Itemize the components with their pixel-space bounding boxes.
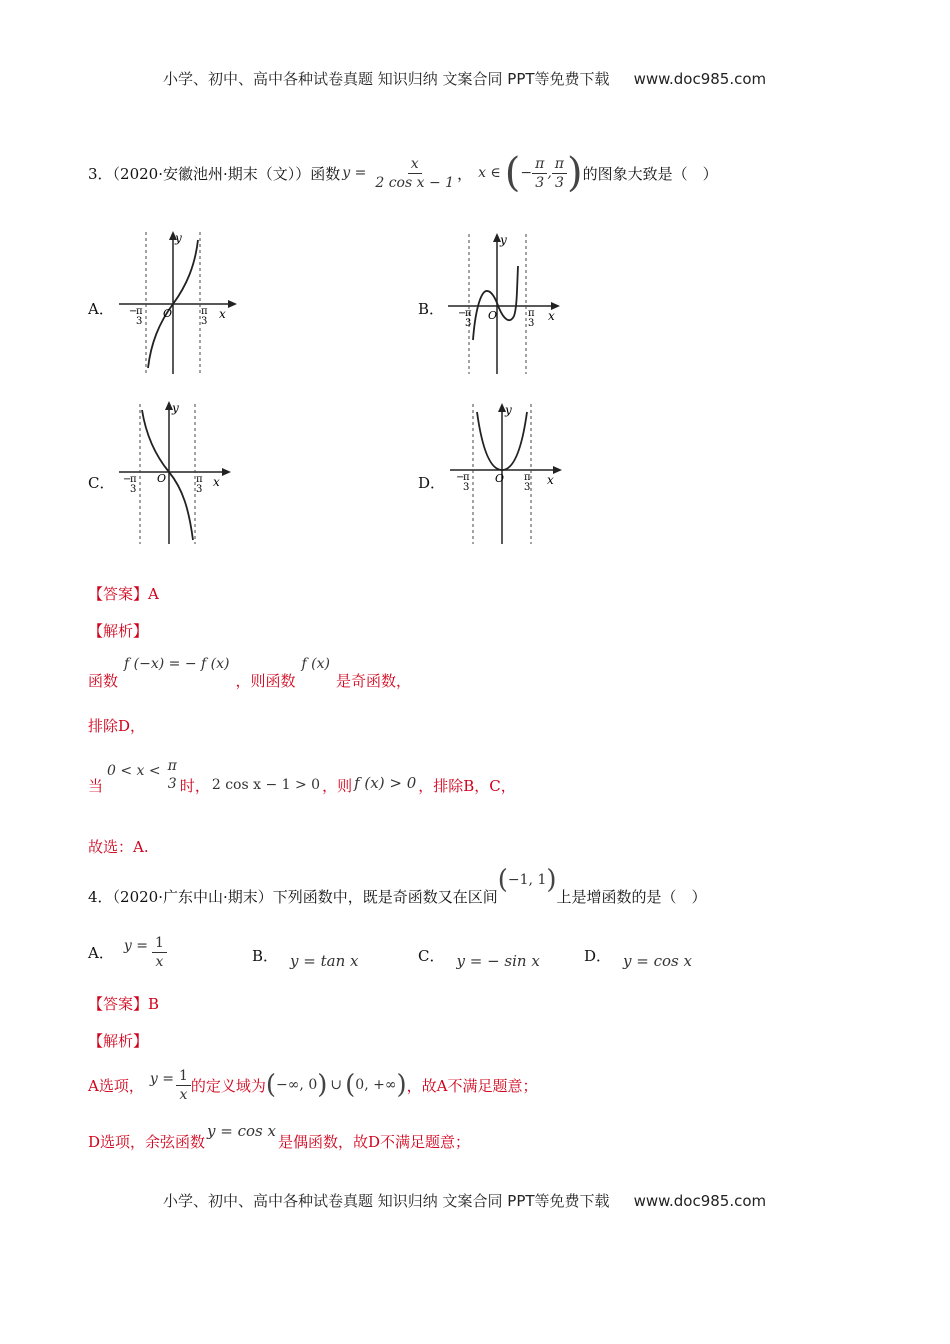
q3-fn-lhs: y = [342, 165, 367, 181]
q3-domain-frac2 [552, 155, 567, 192]
x-label: x [547, 473, 554, 487]
q3-line3-c: ，则 [322, 776, 353, 795]
q3-domain-den1: 3 [535, 174, 545, 191]
q4-stem-pre: 4．（2020·广东中山·期末）下列函数中，既是奇函数又在区间 [88, 887, 498, 906]
q4-option-d-label: D． [584, 947, 612, 965]
q3-stem: 3．（2020·安徽池州·期末（文））函数 y = $\frac{x}{\text{2 cos x − 1}}$ ， x ∈ ( − $\frac{\pi}{3}$ , $\frac{\pi}{3}$ ) 的图象大致是（ ） [88, 150, 718, 196]
q3-line3-num: π [167, 758, 177, 774]
q4-option-d [584, 945, 692, 970]
q3-domain-neg: − [520, 165, 533, 181]
q3-line3-d: ，排除B，C， [418, 776, 516, 795]
y-label: y [175, 231, 182, 245]
y-label: y [172, 401, 179, 415]
q4-option-b-label: B． [252, 947, 279, 965]
q4-lineA-a: A选项， [88, 1076, 144, 1095]
tick-right-pi: π [528, 308, 535, 319]
tick-minus: − [123, 474, 132, 485]
q3-domain-sep: , [547, 165, 552, 181]
q4-lineA-c: ，故A不满足题意； [406, 1076, 538, 1095]
origin-label: O [163, 307, 173, 320]
q3-option-d-label: D． [418, 474, 446, 492]
tick-right-pi: π [201, 306, 208, 317]
q3-analysis-line4: 故选：A. [88, 838, 149, 856]
q3-line3-f: f (x) > 0 [354, 774, 417, 792]
q3-line3-frac [165, 757, 180, 793]
tick-left-3: 3 [136, 316, 143, 327]
graph-option-c [115, 398, 240, 546]
footer-site: www.doc985.com [633, 1192, 767, 1210]
q3-answer: 【答案】A [88, 585, 159, 603]
q3-line1-b: ，则函数 [235, 671, 296, 690]
q4-interval-value: −1, 1 [507, 872, 547, 888]
q3-domain-x: x ∈ [478, 165, 501, 181]
q3-line1-fx: f (x) [301, 656, 330, 672]
tick-left-3: 3 [465, 318, 472, 329]
q3-domain-num2: π [552, 155, 567, 174]
tick-right-3: 3 [201, 316, 208, 327]
q4-option-a-frac [152, 934, 167, 971]
q3-fn-den: 2 cos x − 1 [375, 174, 455, 191]
q3-line1-c: 是奇函数， [335, 671, 411, 690]
q4-lineA-num: 1 [176, 1067, 191, 1086]
q4-option-c-fn: y = − sin x [456, 951, 540, 970]
curve [473, 266, 518, 340]
q4-lineA-b: 的定义域为 [190, 1076, 266, 1095]
q3-analysis-line3 [88, 750, 516, 800]
tick-minus: − [129, 306, 138, 317]
q3-fn-num: x [408, 155, 422, 174]
q4-lineA-frac [176, 1067, 191, 1104]
q4-stem [88, 866, 707, 906]
q3-line1-a: 函数 [88, 671, 119, 690]
q3-option-c-label: C． [88, 474, 115, 492]
page-header [163, 68, 766, 89]
graph-option-b [444, 228, 569, 376]
q4-option-b-fn: y = tan x [290, 951, 359, 970]
q4-analysis-title: 【解析】 [88, 1032, 149, 1050]
graph-option-a [115, 228, 240, 376]
header-text: 小学、初中、高中各种试卷真题 知识归纳 文案合同 PPT等免费下载 [163, 70, 610, 88]
q4-lineD-fn: y = cos x [207, 1122, 276, 1140]
graph-option-d [446, 398, 571, 546]
footer-text: 小学、初中、高中各种试卷真题 知识归纳 文案合同 PPT等免费下载 [163, 1192, 610, 1210]
q3-line3-ineq-a: 0 < x < [107, 763, 161, 779]
q3-stem-post: 的图象大致是（ ） [582, 164, 718, 183]
x-arrow-icon [222, 468, 231, 476]
q4-option-a-label: A． [88, 943, 114, 962]
q4-analysis-line-a [88, 1063, 537, 1107]
tick-right-3: 3 [196, 484, 203, 495]
q3-domain-num1: π [532, 155, 547, 174]
origin-label: O [157, 472, 167, 485]
tick-right-3: 3 [528, 318, 535, 329]
tick-minus: − [456, 472, 465, 483]
q3-comma: ， [457, 164, 473, 183]
q3-line1-eq: f (−x) = − f (x) [124, 656, 230, 672]
tick-left-pi: π [136, 306, 143, 317]
q3-analysis-title: 【解析】 [88, 622, 149, 640]
q4-lineA-domain: (−∞, 0) ∪ (0, +∞) [265, 1070, 407, 1100]
q3-option-b-label: B． [418, 300, 445, 318]
tick-left-3: 3 [463, 482, 470, 493]
tick-minus: − [458, 308, 467, 319]
q3-line3-den: 3 [167, 776, 177, 792]
q3-option-a-label: A． [88, 300, 114, 318]
x-arrow-icon [228, 300, 237, 308]
curve [142, 410, 193, 540]
y-label: y [500, 233, 507, 247]
q3-line3-ineq: 2 cos x − 1 > 0 [211, 777, 321, 793]
q3-fn-fraction [372, 155, 457, 192]
q3-analysis-line1 [88, 650, 411, 690]
q4-answer: 【答案】B [88, 995, 160, 1013]
q4-option-d-fn: y = cos x [623, 951, 692, 970]
tick-right-pi: π [524, 472, 531, 483]
q3-line3-a: 当 [88, 776, 104, 795]
q4-lineA-dom2: 0, +∞ [355, 1077, 397, 1093]
tick-left-pi: π [130, 474, 137, 485]
x-label: x [219, 307, 226, 321]
q4-lineD-b: 是偶函数，故D不满足题意； [277, 1132, 470, 1151]
tick-left-3: 3 [130, 484, 137, 495]
tick-left-pi: π [465, 308, 472, 319]
y-label: y [505, 403, 512, 417]
q4-interval: (−1, 1) [497, 865, 557, 895]
q4-lineA-lhs: y = [149, 1071, 174, 1087]
origin-label: O [495, 472, 505, 485]
q3-stem-pre: 3．（2020·安徽池州·期末（文））函数 [88, 164, 341, 183]
x-arrow-icon [553, 466, 562, 474]
tick-left-pi: π [463, 472, 470, 483]
q4-stem-post: 上是增函数的是（ ） [556, 887, 707, 906]
q4-analysis-line-d [88, 1118, 470, 1152]
header-site: www.doc985.com [633, 70, 767, 88]
q4-lineA-den: x [179, 1086, 188, 1103]
q3-domain-den2: 3 [554, 174, 564, 191]
tick-right-pi: π [196, 474, 203, 485]
x-label: x [213, 475, 220, 489]
q4-option-a [88, 930, 167, 974]
page-footer [163, 1190, 766, 1211]
x-label: x [548, 309, 555, 323]
q4-option-a-num: 1 [152, 934, 167, 953]
q4-option-c-label: C． [418, 947, 445, 965]
q4-option-b [252, 945, 359, 970]
origin-label: O [488, 309, 498, 322]
q3-domain-frac1 [532, 155, 547, 192]
q3-line3-b: 时， [179, 776, 210, 795]
q4-lineD-a: D选项，余弦函数 [88, 1132, 206, 1151]
q4-lineA-dom1: −∞, 0 [276, 1077, 318, 1093]
q4-lineA-cup: ∪ [330, 1077, 343, 1093]
q4-option-a-den: x [155, 953, 164, 970]
q4-option-a-lhs: y = [123, 938, 148, 954]
q4-option-c [418, 945, 540, 970]
tick-right-3: 3 [524, 482, 531, 493]
q3-analysis-line2: 排除D， [88, 717, 146, 735]
